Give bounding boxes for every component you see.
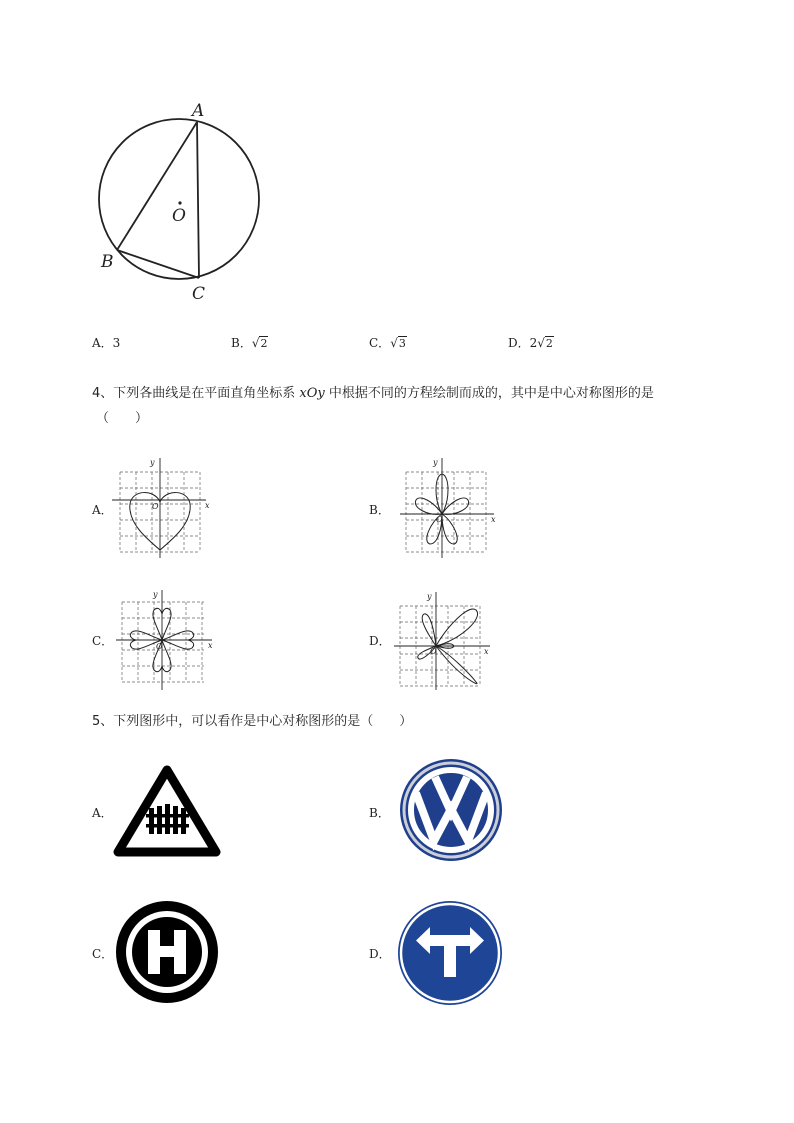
railway-crossing-sign-icon[interactable]	[112, 762, 222, 860]
svg-text:y: y	[150, 458, 155, 467]
label-o: O	[172, 206, 186, 226]
label-c: C	[192, 284, 206, 304]
circle-o	[99, 119, 259, 279]
helipad-h-sign-icon[interactable]	[114, 899, 220, 1005]
center-dot	[178, 201, 181, 204]
radicand: 2	[260, 337, 268, 350]
q4-question-line1: 4、下列各曲线是在平面直角坐标系 xOy 中根据不同的方程绘制而成的，其中是中心对称图形的是	[92, 386, 654, 401]
q3-option-a[interactable]: A．3	[92, 336, 121, 350]
svg-text:O: O	[156, 642, 163, 651]
q4-option-d-label[interactable]: D．	[369, 634, 391, 648]
svg-text:y: y	[433, 458, 438, 467]
q3-option-c[interactable]: C．√3	[369, 336, 406, 350]
svg-text:O: O	[152, 502, 159, 511]
radicand: 3	[398, 337, 406, 350]
q4-graph-a-heart[interactable]	[112, 456, 212, 558]
q4-graph-b-rose[interactable]	[398, 456, 498, 558]
q5-option-a-label[interactable]: A．	[92, 806, 113, 820]
svg-text:O: O	[430, 647, 437, 656]
q5-question: 5、下列图形中，可以看作是中心对称图形的是（ ）	[92, 714, 413, 729]
segment-ab	[117, 122, 197, 250]
label-a: A	[192, 101, 205, 121]
q5-option-c-label[interactable]: C．	[92, 947, 114, 961]
vw-logo-icon[interactable]	[398, 757, 504, 863]
q4-graph-d-petals[interactable]	[394, 588, 494, 690]
q4-option-b-label[interactable]: B．	[369, 503, 390, 517]
circle-triangle-figure	[88, 95, 278, 310]
q4-option-c-label[interactable]: C．	[92, 634, 114, 648]
radicand: 2	[545, 337, 553, 350]
q4-graph-c-clover[interactable]	[112, 588, 220, 690]
svg-text:O: O	[436, 515, 443, 524]
svg-text:x: x	[484, 647, 489, 656]
svg-text:y: y	[153, 590, 158, 599]
svg-text:x: x	[491, 515, 496, 524]
q5-option-b-label[interactable]: B．	[369, 806, 390, 820]
q3-option-b[interactable]: B．√2	[231, 336, 268, 350]
segment-ac	[197, 122, 199, 278]
turn-left-right-sign-icon[interactable]	[396, 899, 504, 1007]
q4-option-a-label[interactable]: A．	[92, 503, 113, 517]
svg-text:x: x	[205, 501, 210, 510]
q5-option-d-label[interactable]: D．	[369, 947, 391, 961]
q4-question-line2: （ ）	[96, 411, 149, 426]
q3-option-d[interactable]: D．2√2	[508, 336, 553, 350]
svg-text:x: x	[208, 641, 213, 650]
svg-text:y: y	[427, 592, 432, 601]
label-b: B	[101, 252, 114, 272]
segment-bc	[117, 250, 199, 278]
